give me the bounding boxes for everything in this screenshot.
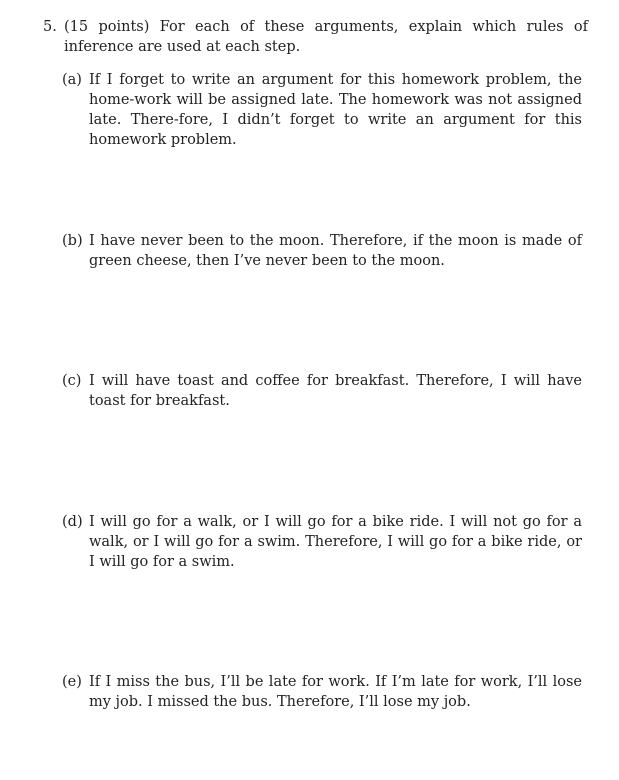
part-b-text: I have never been to the moon. Therefore, if the moon is made of green cheese, then I’ve never been to the moon. xyxy=(89,233,582,269)
part-e xyxy=(62,672,582,712)
part-d xyxy=(62,512,582,572)
problem-statement: (15 points) For each of these arguments, explain which rules of inference are used at each step. xyxy=(64,19,588,55)
part-b xyxy=(62,231,582,271)
problem-header xyxy=(43,17,588,57)
part-a xyxy=(62,70,582,150)
part-d-label: (d) xyxy=(62,514,83,530)
part-e-label: (e) xyxy=(62,674,82,690)
part-e-text: If I miss the bus, I’ll be late for work. If I’m late for work, I’ll lose my job. I missed the bus. Therefore, I’ll lose my job. xyxy=(89,674,582,710)
problem-5 xyxy=(43,17,588,57)
part-c-text: I will have toast and coffee for breakfast. Therefore, I will have toast for breakfast. xyxy=(89,373,582,409)
problem-number: 5. xyxy=(43,19,57,35)
part-a-text: If I forget to write an argument for this homework problem, the home-work will be assigned late. The homework was not assigned late. There-fore, I didn’t forget to write an argument for this homework problem. xyxy=(89,72,582,148)
part-d-text: I will go for a walk, or I will go for a bike ride. I will not go for a walk, or I will go for a swim. Therefore, I will go for a bike ride, or I will go for a swim. xyxy=(89,514,582,570)
part-c-label: (c) xyxy=(62,373,82,389)
part-c xyxy=(62,371,582,411)
part-b-label: (b) xyxy=(62,233,83,249)
part-a-label: (a) xyxy=(62,72,82,88)
